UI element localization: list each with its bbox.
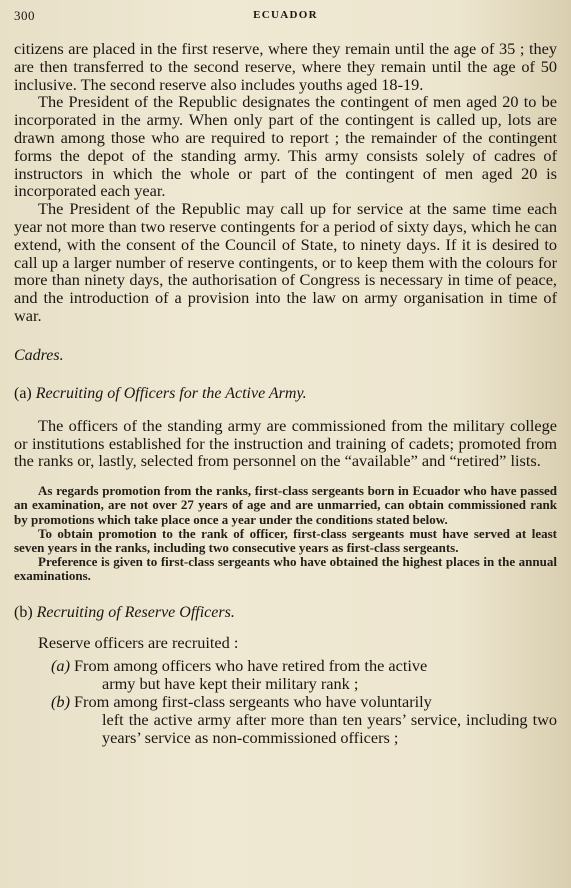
section-a-heading — [14, 385, 557, 403]
list-marker: (b) — [51, 691, 70, 711]
section-b-title: Recruiting of Reserve Officers. — [36, 603, 235, 621]
page-header — [14, 8, 557, 26]
cadres-heading: Cadres. — [14, 346, 64, 364]
list-item — [14, 657, 557, 693]
list-marker: (a) — [51, 656, 70, 676]
paragraph-preference: Preference is given to first-class sergeants who have obtained the highest places in the annual examinations. — [14, 554, 557, 584]
list-item-first-line: From among officers who have retired from the active — [74, 656, 428, 676]
page-number: 300 — [14, 8, 35, 23]
section-b-label: (b) — [14, 603, 33, 621]
list-item — [14, 693, 557, 746]
paragraph-reserve-intro: Reserve officers are recruited : — [38, 632, 239, 652]
section-a-title: Recruiting of Officers for the Active Army. — [35, 384, 307, 402]
paragraph-promotion-officer: To obtain promotion to the rank of officer, first-class sergeants must have served at least seven years in the ranks, including two consecutive years as first-class sergeants. — [14, 525, 557, 555]
paragraph-officers: The officers of the standing army are commissioned from the military college or institutions established for the instruction and training of cadets; promoted from the ranks or, lastly, selected from personnel on the “available” and “retired” lists. — [14, 415, 557, 471]
paragraph-call-up: The President of the Republic may call up for service at the same time each year not more than two reserve contingents for a period of sixty days, which he can extend, with the consent of the Council of State, to ninety days. If it is desired to call up a larger number of reserve contingents, or to keep them with the colours for more than ninety days, the authorisation of Congress is necessary in time of peace, and the introduction of a provision into the law on army organisation in time of war. — [14, 199, 557, 325]
paragraph-contingent: The President of the Republic designates the contingent of men aged 20 to be incorporated in the army. When only part of the contingent is called up, lots are drawn among those who are required to report ; the remainder of the contingent forms the depot of the standing army. This army consists solely of cadres of instructors in which the whole or part of the contingent of men aged 20 is incorporated each year. — [14, 92, 557, 201]
section-b-heading — [14, 604, 557, 622]
section-a-label: (a) — [14, 384, 32, 402]
list-item-continuation: left the active army after more than ten years’ service, including two years’ service as non-commissioned officers ; — [102, 709, 557, 747]
list-item-continuation: army but have kept their military rank ; — [102, 674, 359, 694]
paragraph-reserve: citizens are placed in the first reserve, where they remain until the age of 35 ; they are then transferred to the second reserve, where they remain until the age of 50 inclusive. The second reserve also includes youths aged 18-19. — [14, 39, 557, 94]
recruitment-list — [14, 657, 557, 746]
list-item-first-line: From among first-class sergeants who have voluntarily — [74, 691, 432, 711]
paragraph-promotion-ranks: As regards promotion from the ranks, first-class sergeants born in Ecuador who have passed an examination, are not over 27 years of age and are unmarried, can obtain commissioned rank by promotions which take place once a year under the conditions stated below. — [14, 483, 557, 527]
running-head: ECUADOR — [253, 9, 318, 21]
